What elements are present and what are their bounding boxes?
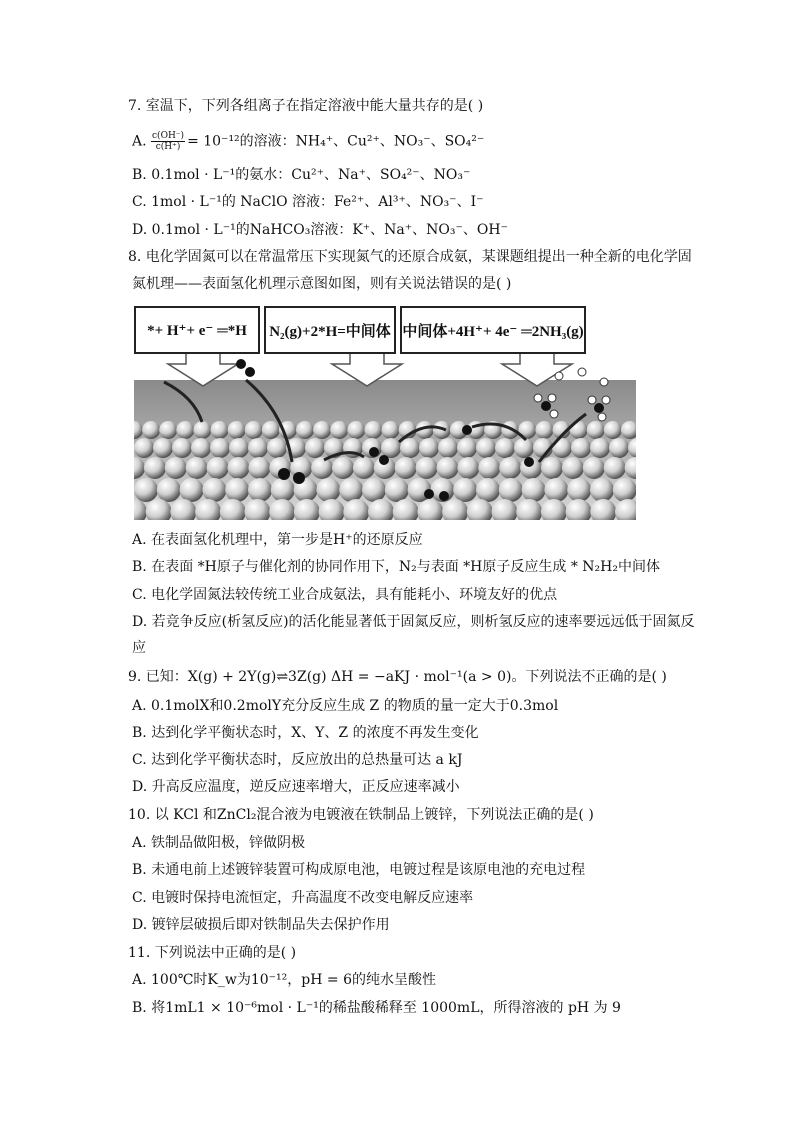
question-7-option-d: D. 0.1mol · L⁻¹的NaHCO₃溶液：K⁺、Na⁺、NO₃⁻、OH⁻ (132, 222, 508, 238)
surface-hydrogenation-diagram (134, 302, 636, 520)
question-10-option-c: C. 电镀时保持电流恒定，升高温度不改变电解反应速率 (132, 890, 474, 906)
question-8-option-b: B. 在表面 *H原子与催化剂的协同作用下，N₂与表面 *H原子反应生成 * N₂H₂中间体 (132, 559, 660, 575)
question-8-option-a: A. 在表面氢化机理中，第一步是H⁺的还原反应 (132, 532, 423, 548)
question-7-option-b: B. 0.1mol · L⁻¹的氨水：Cu²⁺、Na⁺、SO₄²⁻、NO₃⁻ (132, 167, 471, 183)
question-9-stem: 9. 已知：X(g) + 2Y(g)⇌3Z(g) ΔH = −aKJ · mol⁻¹(a > 0)。下列说法不正确的是( ) (128, 669, 667, 685)
fraction (151, 131, 185, 152)
question-10-option-a: A. 铁制品做阳极，锌做阴极 (132, 835, 306, 851)
step3-equation-box: 中间体+4H⁺+ 4e⁻ ═2NH₃(g) (400, 306, 586, 354)
question-9-option-c: C. 达到化学平衡状态时，反应放出的总热量可达 a kJ (132, 752, 463, 768)
question-8-option-d-line2: 应 (132, 640, 146, 656)
question-7-option-a (132, 131, 484, 152)
question-8-option-d-line1: D. 若竞争反应(析氢反应)的活化能显著低于固氮反应，则析氢反应的速率要远远低于固氮反 (132, 614, 695, 630)
question-7-stem: 7. 室温下，下列各组离子在指定溶液中能大量共存的是( ) (128, 98, 484, 114)
question-9-option-d: D. 升高反应温度，逆反应速率增大，正反应速率减小 (132, 779, 460, 795)
fraction-numerator: c(OH⁻) (152, 131, 185, 141)
question-10-option-b: B. 未通电前上述镀锌装置可构成原电池，电镀过程是该原电池的充电过程 (132, 862, 586, 878)
option-a-label: A. (132, 133, 147, 150)
question-10-option-d: D. 镀锌层破损后即对铁制品失去保护作用 (132, 917, 390, 933)
question-11-option-b: B. 将1mL1 × 10⁻⁶mol · L⁻¹的稀盐酸稀释至 1000mL，所得溶液的 pH 为 9 (132, 1000, 621, 1016)
fraction-denominator: c(H⁺) (155, 142, 181, 152)
question-8-stem-line2: 氮机理——表面氢化机理示意图如图，则有关说法错误的是( ) (132, 276, 512, 292)
question-8-stem-line1: 8. 电化学固氮可以在常温常压下实现氮气的还原合成氨，某课题组提出一种全新的电化学固 (128, 249, 692, 265)
question-10-stem: 10. 以 KCl 和ZnCl₂混合液为电镀液在铁制品上镀锌，下列说法正确的是( ) (128, 807, 594, 823)
step1-equation-box: *+ H⁺+ e⁻ ═*H (134, 306, 260, 354)
question-11-stem: 11. 下列说法中正确的是( ) (128, 945, 297, 961)
question-11-option-a: A. 100℃时K_w为10⁻¹²，pH = 6的纯水呈酸性 (132, 972, 436, 988)
step2-equation-box: N₂(g)+2*H=中间体 (264, 306, 396, 354)
question-9-option-a: A. 0.1molX和0.2molY充分反应生成 Z 的物质的量一定大于0.3mol (132, 698, 559, 714)
option-a-text: = 10⁻¹²的溶液：NH₄⁺、Cu²⁺、NO₃⁻、SO₄²⁻ (187, 133, 485, 150)
question-9-option-b: B. 达到化学平衡状态时，X、Y、Z 的浓度不再发生变化 (132, 725, 479, 741)
question-8-option-c: C. 电化学固氮法较传统工业合成氨法，具有能耗小、环境友好的优点 (132, 587, 558, 603)
question-7-option-c: C. 1mol · L⁻¹的 NaClO 溶液：Fe²⁺、Al³⁺、NO₃⁻、I⁻ (132, 194, 484, 210)
